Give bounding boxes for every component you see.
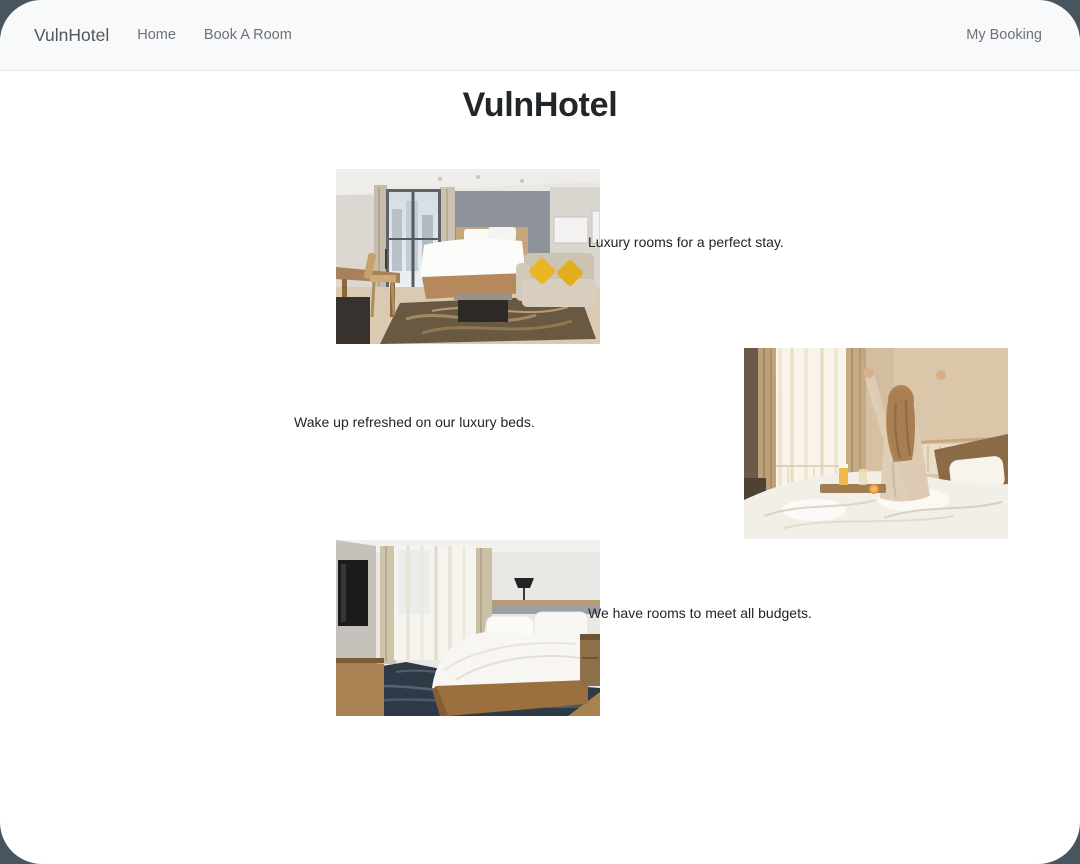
navbar-links [137, 27, 292, 43]
luxury-room-illustration [336, 169, 600, 344]
navbar-brand[interactable]: VulnHotel [34, 24, 110, 45]
nav-link-book-a-room[interactable]: Book A Room [203, 27, 292, 43]
caption-luxury-rooms: Luxury rooms for a perfect stay. [588, 234, 784, 250]
budget-room-illustration [336, 540, 600, 716]
wake-up-illustration [744, 348, 1008, 539]
nav-link-my-booking[interactable]: My Booking [966, 27, 1042, 43]
budget-room-photo [336, 540, 600, 716]
page-title: VulnHotel [462, 86, 618, 124]
top-navbar [0, 0, 1080, 71]
caption-budget-rooms: We have rooms to meet all budgets. [588, 605, 812, 621]
nav-link-home[interactable]: Home [137, 27, 176, 43]
luxury-room-photo [336, 169, 600, 344]
caption-wake-up: Wake up refreshed on our luxury beds. [294, 414, 535, 430]
wake-up-stretch-photo [744, 348, 1008, 539]
